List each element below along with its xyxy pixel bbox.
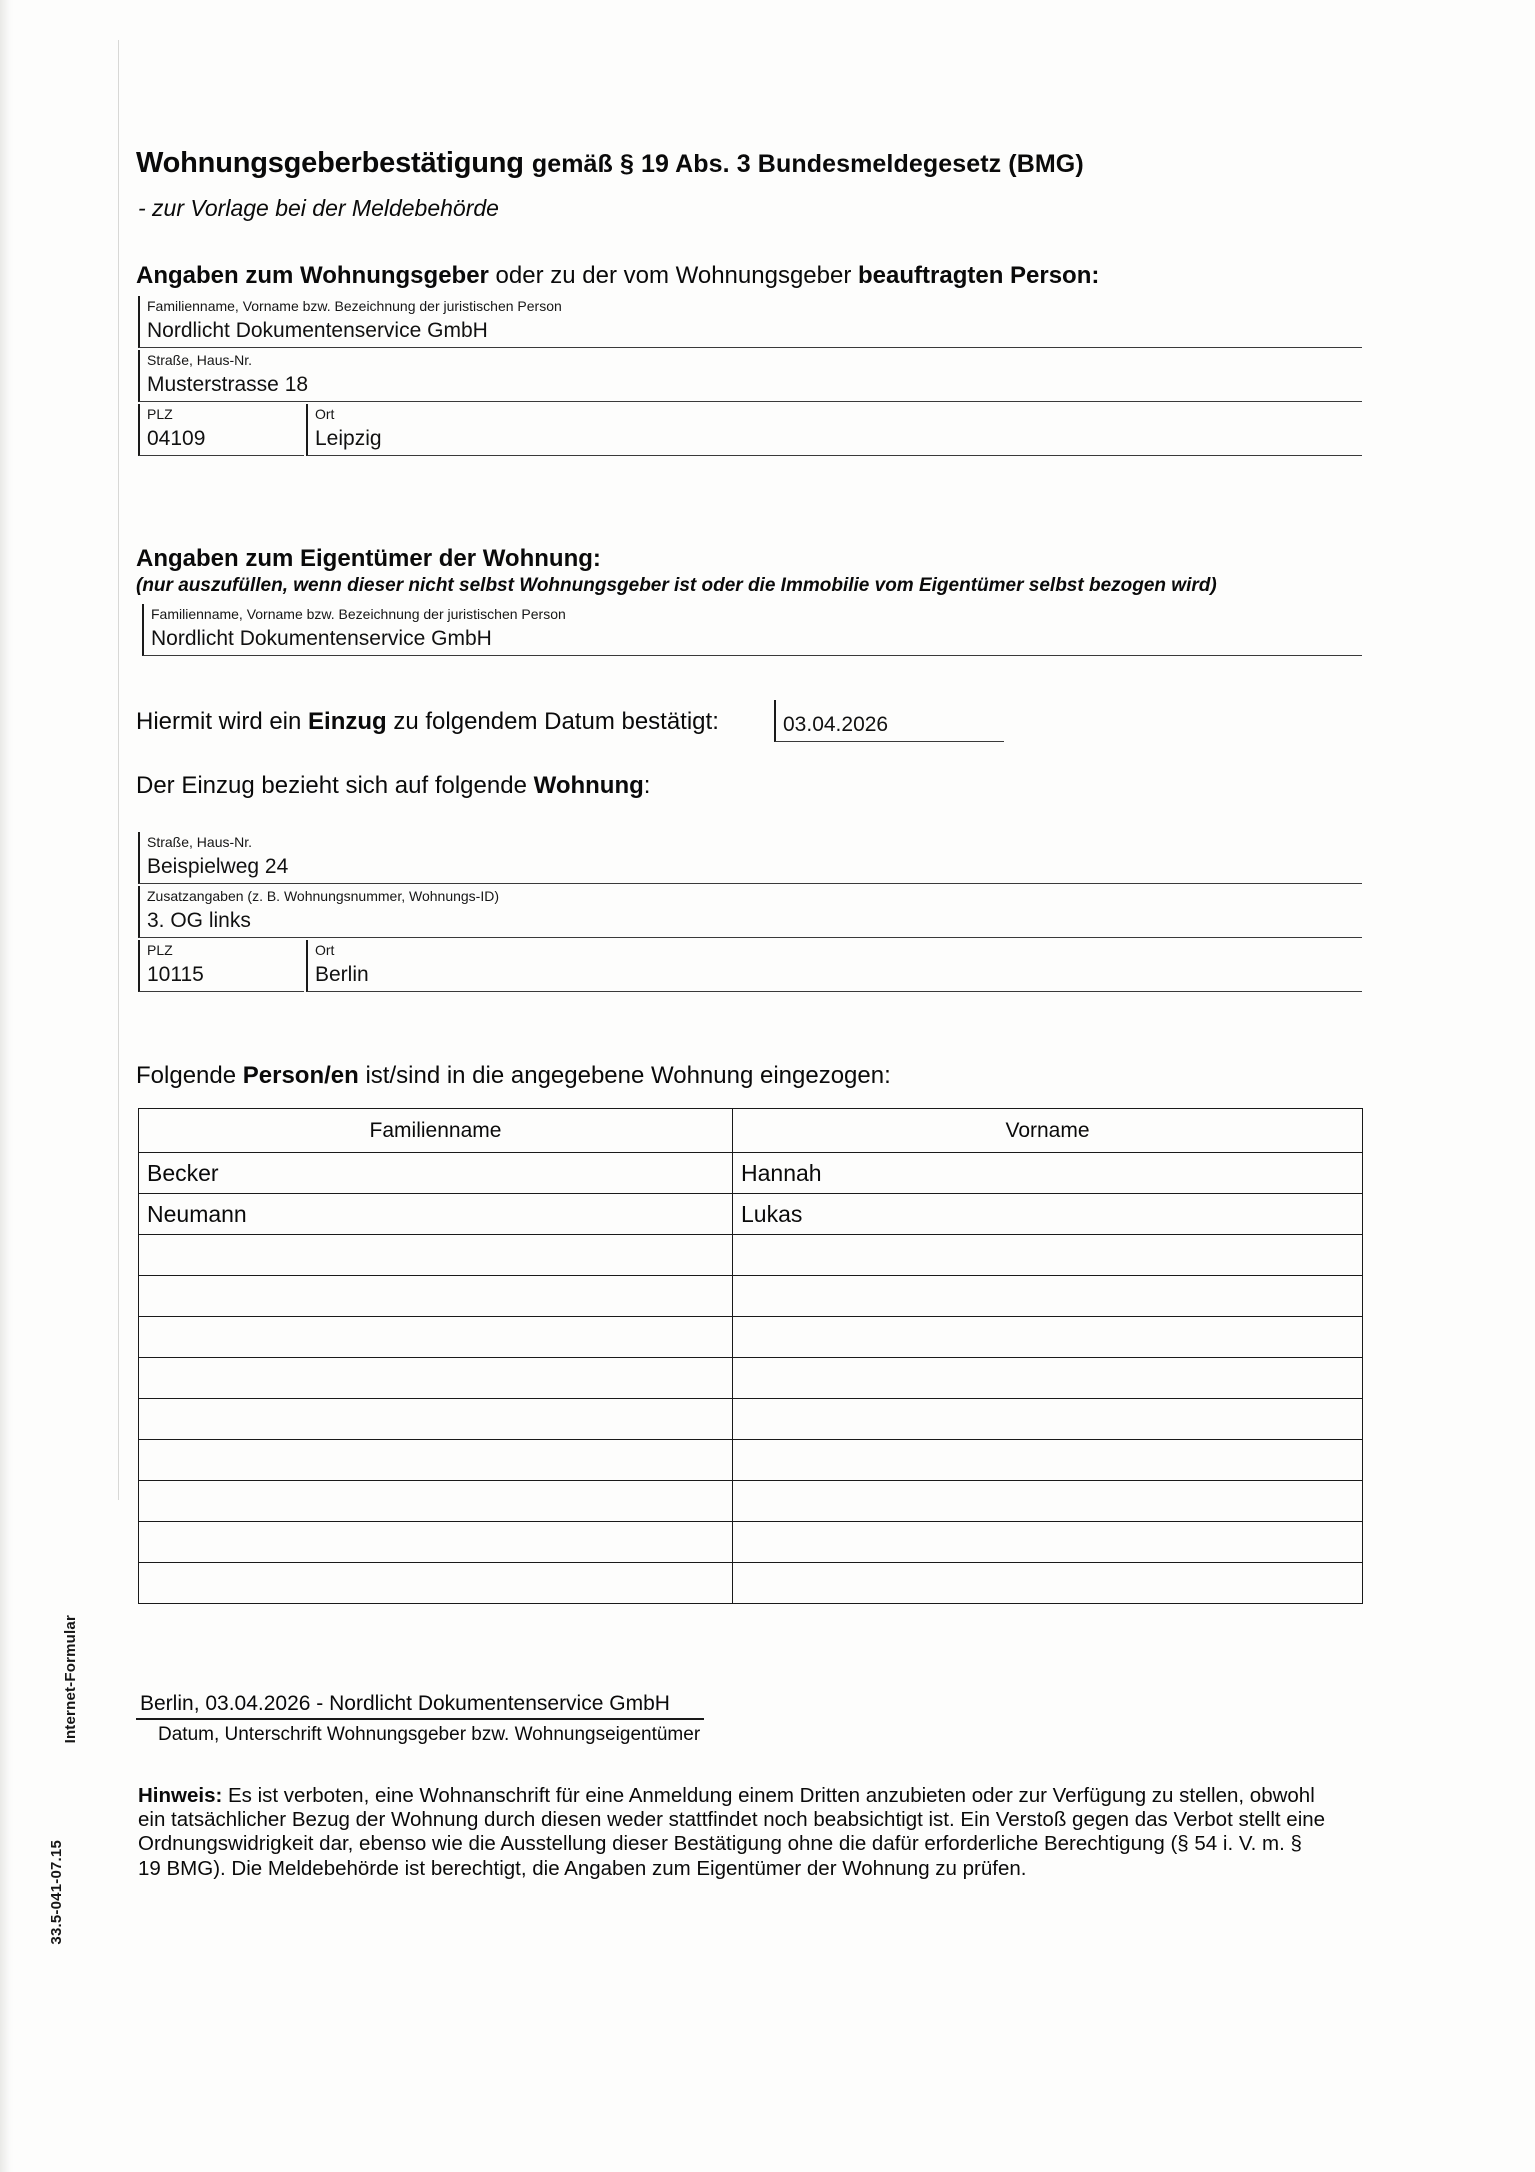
landlord-city-value: Leipzig	[315, 427, 382, 450]
cell-given-name[interactable]: Hannah	[733, 1153, 1363, 1194]
table-row	[139, 1522, 1363, 1563]
dwelling-street-value: Beispielweg 24	[147, 855, 289, 878]
owner-name-field[interactable]	[142, 604, 1362, 656]
margin-internet-formular-label: Internet-Formular	[62, 1615, 79, 1744]
section-heading-landlord	[136, 262, 1099, 290]
owner-name-label: Familienname, Vorname bzw. Bezeichnung der juristischen Person	[151, 606, 566, 622]
table-row	[139, 1235, 1363, 1276]
dwelling-postcode-label: PLZ	[147, 942, 173, 958]
table-row	[139, 1317, 1363, 1358]
dwelling-city-value: Berlin	[315, 963, 369, 986]
movein-line-prefix: Hiermit wird ein	[136, 708, 309, 735]
cell-given-name[interactable]	[733, 1358, 1363, 1399]
page-subtitle: - zur Vorlage bei der Meldebehörde	[138, 195, 499, 221]
cell-family-name[interactable]	[139, 1522, 733, 1563]
notice-label: Hinweis:	[138, 1784, 223, 1807]
page-title-main: Wohnungsgeberbestätigung	[136, 147, 524, 179]
dwelling-postcode-field[interactable]	[138, 940, 304, 992]
cell-given-name[interactable]: Lukas	[733, 1194, 1363, 1235]
column-header-family-name: Familienname	[139, 1109, 733, 1153]
landlord-postcode-label: PLZ	[147, 406, 173, 422]
cell-given-name[interactable]	[733, 1563, 1363, 1604]
dwelling-city-field[interactable]	[306, 940, 1362, 992]
dwelling-city-label: Ort	[315, 942, 335, 958]
table-row	[139, 1276, 1363, 1317]
landlord-city-label: Ort	[315, 406, 335, 422]
persons-table-body	[139, 1153, 1363, 1604]
signature-block	[136, 1692, 704, 1746]
section-heading-landlord-strong: Angaben zum Wohnungsgeber	[136, 262, 489, 289]
landlord-postcode-value: 04109	[147, 427, 206, 450]
landlord-street-field[interactable]	[138, 350, 1362, 402]
section-heading-persons	[136, 1062, 891, 1090]
cell-family-name[interactable]	[139, 1440, 733, 1481]
movein-date-value: 03.04.2026	[783, 713, 889, 736]
column-header-given-name: Vorname	[733, 1109, 1363, 1153]
cell-family-name[interactable]: Neumann	[139, 1194, 733, 1235]
cell-given-name[interactable]	[733, 1440, 1363, 1481]
landlord-name-label: Familienname, Vorname bzw. Bezeichnung der juristischen Person	[147, 298, 562, 314]
movein-line-suffix: zu folgendem Datum bestätigt:	[386, 708, 719, 735]
section-heading-landlord-strong2: beauftragten Person:	[858, 262, 1100, 289]
page-title	[136, 148, 1084, 180]
signature-value[interactable]: Berlin, 03.04.2026 - Nordlicht Dokumentenservice GmbH	[136, 1692, 704, 1720]
cell-given-name[interactable]	[733, 1235, 1363, 1276]
table-row	[139, 1358, 1363, 1399]
section-heading-persons-prefix: Folgende	[136, 1062, 243, 1089]
dwelling-extra-label: Zusatzangaben (z. B. Wohnungsnummer, Wohnungs-ID)	[147, 888, 499, 904]
section-heading-landlord-rest: oder zu der vom Wohnungsgeber	[488, 262, 858, 289]
scan-edge-shadow	[0, 0, 14, 2172]
persons-table	[138, 1108, 1363, 1604]
cell-family-name[interactable]	[139, 1358, 733, 1399]
dwelling-street-field[interactable]	[138, 832, 1362, 884]
cell-family-name[interactable]	[139, 1481, 733, 1522]
landlord-name-field[interactable]	[138, 296, 1362, 348]
section-heading-dwelling	[136, 772, 650, 800]
landlord-city-field[interactable]	[306, 404, 1362, 456]
table-row	[139, 1481, 1363, 1522]
section-heading-dwelling-strong: Wohnung	[533, 772, 644, 799]
cell-family-name[interactable]	[139, 1235, 733, 1276]
table-row	[139, 1563, 1363, 1604]
cell-given-name[interactable]	[733, 1399, 1363, 1440]
notice-paragraph	[138, 1784, 1326, 1881]
movein-date-field[interactable]	[774, 700, 1004, 742]
signature-caption: Datum, Unterschrift Wohnungsgeber bzw. Wohnungseigentümer	[158, 1724, 701, 1745]
notice-text: Es ist verboten, eine Wohnanschrift für eine Anmeldung einem Dritten anzubieten oder zur Verfügung zu stellen, obwohl ein tatsächlicher Bezug der Wohnung durch diesen weder stattfindet noch beabsichtigt ist. Ein Verstoß gegen das Verbot stellt eine Ordnungswidrigkeit dar, ebenso wie die Ausstellung dieser Bestätigung ohne die dafür erforderliche Berechtigung (§ 54 i. V. m. § 19 BMG). Die Meldebehörde ist berechtigt, die Angaben zum Eigentümer der Wohnung zu prüfen.	[138, 1784, 1326, 1880]
table-row	[139, 1440, 1363, 1481]
landlord-street-value: Musterstrasse 18	[147, 373, 309, 396]
owner-name-value: Nordlicht Dokumentenservice GmbH	[151, 627, 492, 650]
table-row	[139, 1399, 1363, 1440]
cell-family-name[interactable]: Becker	[139, 1153, 733, 1194]
margin-form-number-label: 33.5-041-07.15	[48, 1840, 65, 1945]
landlord-street-label: Straße, Haus-Nr.	[147, 352, 253, 368]
cell-given-name[interactable]	[733, 1276, 1363, 1317]
table-header-row	[139, 1109, 1363, 1153]
section-heading-dwelling-prefix: Der Einzug bezieht sich auf folgende	[136, 772, 534, 799]
page-title-legal-ref: gemäß § 19 Abs. 3 Bundesmeldegesetz (BMG)	[531, 150, 1084, 178]
movein-date-line	[136, 708, 719, 736]
landlord-name-value: Nordlicht Dokumentenservice GmbH	[147, 319, 488, 342]
cell-given-name[interactable]	[733, 1317, 1363, 1358]
cell-family-name[interactable]	[139, 1399, 733, 1440]
scan-fold-line	[118, 40, 119, 1500]
dwelling-street-label: Straße, Haus-Nr.	[147, 834, 253, 850]
dwelling-postcode-value: 10115	[147, 963, 204, 986]
movein-line-strong: Einzug	[308, 708, 387, 735]
section-heading-owner	[136, 545, 601, 573]
cell-family-name[interactable]	[139, 1563, 733, 1604]
cell-family-name[interactable]	[139, 1276, 733, 1317]
dwelling-extra-value: 3. OG links	[147, 909, 251, 932]
cell-given-name[interactable]	[733, 1522, 1363, 1563]
section-heading-persons-strong: Person/en	[242, 1062, 359, 1089]
section-heading-owner-text: Angaben zum Eigentümer der Wohnung:	[136, 545, 601, 572]
section-note-owner: (nur auszufüllen, wenn dieser nicht selbst Wohnungsgeber ist oder die Immobilie vom Eigentümer selbst bezogen wird)	[136, 575, 1217, 596]
section-heading-persons-suffix: ist/sind in die angegebene Wohnung eingezogen:	[358, 1062, 891, 1089]
table-row	[139, 1153, 1363, 1194]
persons-table-head	[139, 1109, 1363, 1153]
table-row	[139, 1194, 1363, 1235]
dwelling-extra-field[interactable]	[138, 886, 1362, 938]
cell-family-name[interactable]	[139, 1317, 733, 1358]
landlord-postcode-field[interactable]	[138, 404, 304, 456]
section-heading-dwelling-suffix: :	[643, 772, 651, 799]
cell-given-name[interactable]	[733, 1481, 1363, 1522]
